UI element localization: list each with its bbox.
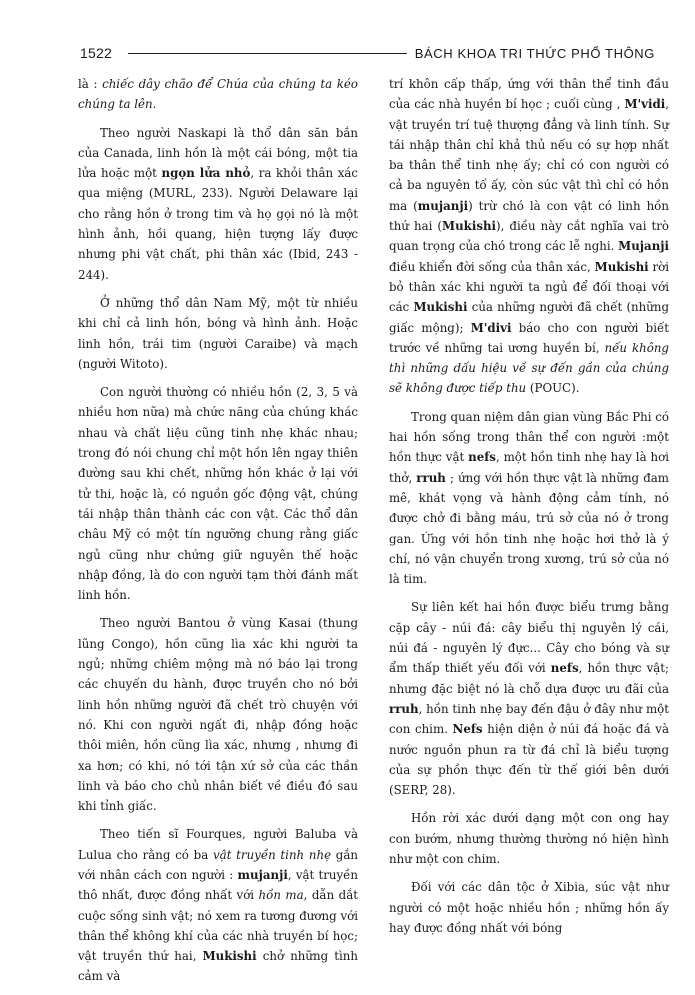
paragraph [389, 808, 669, 869]
bold-term: mujanji [417, 198, 469, 213]
paragraph [78, 613, 358, 816]
text-run: gắn với nhân cách con người : [78, 847, 358, 882]
text-run: , hồn tinh nhẹ bay đến đậu ở đây như một con chim. [389, 701, 669, 737]
paragraph [389, 597, 669, 800]
text-run: , ra khỏi thân xác qua miệng (MURL, 233). Người Delaware lại cho rằng hồn ở trong tim và họ gọi nó là một hình ảnh, hồi quang, hiện tượng lấy được nhưng phi vật chất, phi thân xác (Ibid, 243 - 244). [78, 166, 359, 282]
text-run: , một hồn tinh nhẹ hay là hơi thở, [389, 450, 669, 485]
paragraph [78, 382, 358, 605]
right-column [389, 74, 669, 946]
text-run: trí khôn cấp thấp, ứng với thân thể tinh đầu của các nhà huyền bí học ; cuối cùng , [389, 77, 669, 112]
text-run: báo cho con người biết trước về những tai ương huyền bí, [389, 320, 669, 355]
text-run: , hồn thực vật; nhưng đặc biệt nó là chỗ dựa được ưu đãi của [389, 661, 669, 696]
text-run: Theo người Bantou ở vùng Kasai (thung lũng Congo), hồn cũng lìa xác khi người ta ngủ; những chiêm mộng mà nó báo lại trong các chuyến du hành, được truyền cho nó bởi linh hồn những người đã chết trò chuyện với nó. Khi con người ngất đi, nhập đồng hoặc thôi miên, hồn cũng lìa xác, nhưng , nhưng đi xa hơn; có khi, nó tới tận xứ sở của các thần linh và báo cho chủ nhân biết về điều đó sau khi tỉnh giấc. [78, 616, 358, 814]
bold-term: Mukishi [413, 300, 468, 315]
bold-term: M'vidi [624, 97, 666, 112]
text-run: Đối với các dân tộc ở Xibia, súc vật như người có một hoặc nhiều hồn ; những hồn ấy hay được đồng nhất với bóng [389, 880, 669, 935]
text-run: (POUC). [526, 381, 580, 396]
bold-term: rruh [416, 470, 446, 485]
header-rule [128, 53, 407, 54]
paragraph [78, 824, 358, 986]
text-run: Ở những thổ dân Nam Mỹ, một từ nhiều khi chỉ cả linh hồn, bóng và hình ảnh. Hoặc linh hồn, trái tim (người Caraibe) và mạch (người Witoto). [78, 295, 358, 371]
paragraph [389, 407, 669, 590]
text-run: rời bỏ thân xác khi người ta ngủ để đối thoại với các [389, 259, 670, 315]
bold-term: Mukishi [202, 949, 257, 964]
text-run: , vật truyền thô nhất, được đồng nhất với [78, 867, 358, 903]
italic-text: vật truyền tinh nhẹ [213, 847, 332, 862]
text-run: là : [78, 77, 103, 91]
running-title: BÁCH KHOA TRI THỨC PHỔ THÔNG [414, 45, 655, 61]
text-run: Theo tiến sĩ Fourques, người Baluba và Lulua cho rằng có ba [78, 827, 358, 862]
bold-term: nefs [550, 661, 579, 676]
text-run: Trong quan niệm dân gian vùng Bắc Phi có hai hồn sống trong thân thể con người :một hồn thực vật [389, 409, 669, 465]
text-run: , dẫn dắt cuộc sống sinh vật; nó xem ra tương đương với thân thể không khí của các nhà truyền bí học; vật truyền thứ hai, [78, 888, 358, 964]
paragraph [389, 877, 669, 938]
bold-term: rruh [389, 701, 419, 716]
paragraph [78, 123, 358, 285]
text-run: hiện diện ở núi đá hoặc đá và nước nguồn phun ra từ đá chỉ là biểu tượng của sự phồn thực đến từ thế giới bên dưới (SERP, 28). [389, 722, 669, 798]
paragraph [78, 74, 358, 115]
page-number: 1522 [80, 45, 112, 61]
text-run: Hồn rời xác dưới dạng một con ong hay con bướm, nhưng thường thường nó hiện hình như một con chim. [389, 811, 669, 866]
paragraph [78, 293, 358, 374]
text-run: Theo người Naskapi là thổ dân săn bắn của Canada, linh hồn là một cái bóng, một tia lửa hoặc một [78, 125, 358, 181]
bold-term: M'divi [470, 320, 512, 335]
left-column [78, 74, 358, 995]
text-run: ) trừ chó là con vật có linh hồn thứ hai ( [389, 198, 669, 234]
text-run: , vật truyền trí tuệ thượng đẳng và linh tính. Sự tái nhập thân chỉ khả thủ nếu có sự hợp nhất ba thân thể tinh nhẹ ấy; chỉ có con người có cả ba nguyên tố ấy, còn súc vật thì chỉ có hồn ma ( [389, 97, 669, 213]
bold-term: mujanji [237, 867, 288, 882]
text-run: Sự liên kết hai hồn được biểu trưng bằng cặp cây - núi đá: cây biểu thị nguyên lý cái, núi đá - nguyên lý đực... Cây cho bóng và sự ẩm thấp thiết yếu đối với [389, 600, 669, 676]
bold-term: ngọn lửa nhỏ [161, 166, 251, 181]
italic-text: chiếc dây chão để Chúa của chúng ta kéo chúng ta lên. [78, 77, 358, 112]
text-run: ; ứng với hồn thực vật là những đam mê, khát vọng và hành động cảm tính, nó được chở đi bằng máu, trú sở của nó ở trong gan. Ứng với hồn tinh nhẹ hoặc hơi thở là ý chí, nó vận chuyển trong xương, trú sở của nó là tim. [389, 470, 669, 587]
text-run: chở những tình cảm và [78, 949, 358, 984]
text-run: ), điều này cắt nghĩa vai trò quan trọng của chó trong các lễ nghi. [389, 219, 669, 254]
text-run: Con người thường có nhiều hồn (2, 3, 5 và nhiều hơn nữa) mà chức năng của chúng khác nhau và chất liệu cũng tinh nhẹ khác nhau; trong đó nói chung chỉ một hồn lên ngay thiên đường sau khi chết, những hồn khác ở lại với tử thi, hoặc là, có nguồn gốc động vật, chúng tái nhập thân thành các con vật. Các thổ dân châu Mỹ có một tín ngưỡng chung rằng giấc ngủ cũng như chứng giữ nguyên thế hoặc nhập đồng, là do con người tạm thời đánh mất linh hồn. [78, 385, 358, 603]
page-header [80, 40, 655, 66]
paragraph [389, 74, 669, 399]
bold-term: Mujanji [618, 239, 670, 254]
bold-term: Nefs [452, 722, 483, 737]
text-run: của những người đã chết (những giấc mộng); [389, 300, 669, 335]
bold-term: nefs [468, 450, 496, 465]
text-run: điều khiển đời sống của thân xác, [389, 259, 595, 274]
italic-text: nếu không thì những dấu hiệu về sự đến gần của chúng sẽ không được tiếp thu [389, 340, 669, 396]
italic-text: hồn ma [258, 888, 304, 903]
bold-term: Mukishi [442, 219, 497, 234]
bold-term: Mukishi [594, 259, 649, 274]
